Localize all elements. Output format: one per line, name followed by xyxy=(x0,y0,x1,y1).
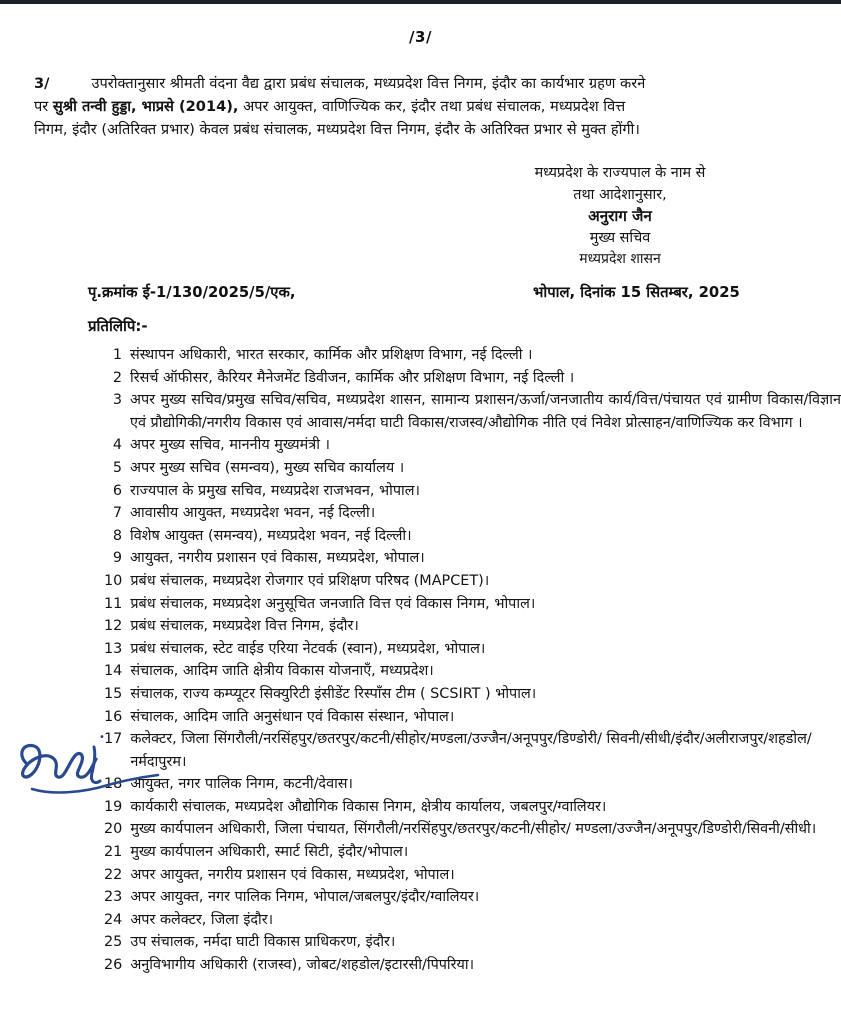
list-item-text: अपर कलेक्टर, जिला इंदौर। xyxy=(130,911,274,928)
list-item-number: 1 xyxy=(112,347,122,363)
list-item-number: 21 xyxy=(104,844,123,861)
authority-block xyxy=(440,163,800,271)
list-item-number: 2 xyxy=(112,369,122,386)
list-item xyxy=(104,389,841,434)
list-item-text: अपर मुख्य सचिव/प्रमुख सचिव/सचिव, मध्यप्रदेश शासन, सामान्य प्रशासन/ऊर्जा/जनजातीय कार्य/वित्त/पंचायत एवं ग्रामीण विकास/विज्ञान एवं प्रौद्योगिकी/नगरीय विकास एवं आवास/नर्मदा घाटी विकास/राजस्व/औद्योगिक नीति एवं निवेश प्रोत्साहन/वाणिज्यिक कर विभाग । xyxy=(130,392,841,431)
paragraph-marker: 3/ xyxy=(34,75,50,92)
list-item-text: आयुक्त, नगर पालिक निगम, कटनी/देवास। xyxy=(130,776,353,793)
list-item-number: 14 xyxy=(104,663,123,680)
list-item xyxy=(104,909,841,932)
list-item-text: अपर आयुक्त, नगरीय प्रशासन एवं विकास, मध्यप्रदेश, भोपाल। xyxy=(130,866,455,883)
list-item xyxy=(104,660,841,683)
list-item xyxy=(104,457,841,480)
list-item-text: विशेष आयुक्त (समन्वय), मध्यप्रदेश भवन, नई दिल्ली। xyxy=(130,527,412,544)
list-item-text: संचालक, आदिम जाति अनुसंधान एवं विकास संस्थान, भोपाल। xyxy=(130,708,455,725)
list-item-text: संस्थापन अधिकारी, भारत सरकार, कार्मिक और प्रशिक्षण विभाग, नई दिल्ली । xyxy=(130,347,533,363)
authority-line-1: मध्यप्रदेश के राज्यपाल के नाम से xyxy=(534,165,706,181)
list-item-number: 7 xyxy=(112,505,122,522)
list-item-text: अनुविभागीय अधिकारी (राजस्व), जोबट/शहडोल/इटारसी/पिपरिया। xyxy=(130,957,475,974)
list-item-number: 12 xyxy=(104,618,123,635)
list-item-number: 19 xyxy=(104,798,123,815)
list-item xyxy=(104,480,841,503)
list-item-number: 23 xyxy=(104,889,123,906)
list-item-number: 4 xyxy=(112,437,122,454)
list-item-number: 6 xyxy=(112,482,122,499)
list-item-number: 10 xyxy=(104,572,123,589)
list-item xyxy=(104,728,841,773)
list-item xyxy=(104,434,841,457)
list-item xyxy=(104,706,841,729)
list-item xyxy=(104,796,841,819)
list-item-number: 20 xyxy=(104,821,123,838)
list-item-number: 3 xyxy=(112,392,122,409)
signatory-name: अनुराग जैन xyxy=(588,207,652,225)
list-item xyxy=(104,344,841,367)
list-item-text: अपर मुख्य सचिव, माननीय मुख्यमंत्री । xyxy=(130,437,330,454)
paragraph-line-1 xyxy=(34,72,809,95)
list-item-number: 13 xyxy=(104,640,123,657)
list-item-number: 18 xyxy=(104,776,123,793)
list-item-text: आयुक्त, नगरीय प्रशासन एवं विकास, मध्यप्रदेश, भोपाल। xyxy=(130,550,425,567)
list-item-text: उप संचालक, नर्मदा घाटी विकास प्राधिकरण, इंदौर। xyxy=(130,934,396,951)
list-item-number: 24 xyxy=(104,911,123,928)
list-item-number: 25 xyxy=(104,934,123,951)
reference-number: पृ.क्रमांक ई-1/130/2025/5/एक, xyxy=(88,284,296,301)
paragraph-line-3: निगम, इंदौर (अतिरिक्त प्रभार) केवल प्रबंध संचालक, मध्यप्रदेश वित्त निगम, इंदौर के अतिरिक्त प्रभार से मुक्त होंगी। xyxy=(34,121,640,138)
list-item-number: 5 xyxy=(112,459,122,476)
list-item xyxy=(104,570,841,593)
list-item-number: 22 xyxy=(104,866,123,883)
list-item-text: मुख्य कार्यपालन अधिकारी, जिला पंचायत, सिंगरौली/नरसिंहपुर/छतरपुर/कटनी/सीहोर/ मण्डला/उज्जैन/अनूपपुर/डिण्डोरी/सिवनी/सीधी। xyxy=(130,821,817,838)
list-item xyxy=(104,615,841,638)
list-item xyxy=(104,367,841,390)
list-item xyxy=(104,638,841,661)
list-item xyxy=(104,931,841,954)
list-item-text: आवासीय आयुक्त, मध्यप्रदेश भवन, नई दिल्ली। xyxy=(130,505,376,522)
list-item xyxy=(104,525,841,548)
list-item-text: संचालक, राज्य कम्प्यूटर सिक्युरिटी इंसीडेंट रिस्पाँस टीम ( SCSIRT ) भोपाल। xyxy=(130,685,537,702)
list-item-text: प्रबंध संचालक, मध्यप्रदेश अनुसूचित जनजाति वित्त एवं विकास निगम, भोपाल। xyxy=(130,595,536,612)
reference-row xyxy=(0,282,841,306)
list-item-text: अपर मुख्य सचिव (समन्वय), मुख्य सचिव कार्यालय । xyxy=(130,459,405,476)
authority-line-2: तथा आदेशानुसार, xyxy=(573,186,667,203)
list-item-number: 15 xyxy=(104,685,123,702)
list-item-number: • 17 xyxy=(104,728,130,751)
list-item xyxy=(104,864,841,887)
list-item-text: अपर आयुक्त, नगर पालिक निगम, भोपाल/जबलपुर/इंदौर/ग्वालियर। xyxy=(130,889,480,906)
list-item-text: प्रबंध संचालक, मध्यप्रदेश वित्त निगम, इंदौर। xyxy=(130,618,359,635)
list-item xyxy=(104,547,841,570)
list-item-text: कार्यकारी संचालक, मध्यप्रदेश औद्योगिक विकास निगम, क्षेत्रीय कार्यालय, जबलपुर/ग्वालियर। xyxy=(130,798,607,815)
signatory-government: मध्यप्रदेश शासन xyxy=(579,251,661,267)
list-item-number: 26 xyxy=(104,957,123,974)
copy-to-label: प्रतिलिपि:- xyxy=(88,317,148,335)
list-item xyxy=(104,593,841,616)
list-item-number: 16 xyxy=(104,708,123,725)
page-top-edge-band xyxy=(0,0,841,4)
list-item-text: मुख्य कार्यपालन अधिकारी, स्मार्ट सिटी, इंदौर/भोपाल। xyxy=(130,844,409,861)
list-item-number: 8 xyxy=(112,527,122,544)
paragraph-line-2 xyxy=(34,95,809,118)
paragraph-line-2-rest: अपर आयुक्त, वाणिज्यिक कर, इंदौर तथा प्रबंध संचालक, मध्यप्रदेश वित्त xyxy=(238,98,626,115)
officer-name-designation: सुश्री तन्वी हुड्डा, भाप्रसे (2014), xyxy=(52,98,239,115)
list-item-text: रिसर्च ऑफीसर, कैरियर मैनेजमेंट डिवीजन, कार्मिक और प्रशिक्षण विभाग, नई दिल्ली । xyxy=(130,369,575,386)
list-item xyxy=(104,773,841,796)
distribution-list xyxy=(104,344,841,977)
list-item xyxy=(104,841,841,864)
list-item-text: राज्यपाल के प्रमुख सचिव, मध्यप्रदेश राजभवन, भोपाल। xyxy=(130,482,420,499)
signatory-designation: मुख्य सचिव xyxy=(589,229,651,246)
paragraph-line-2-prefix: पर xyxy=(34,98,53,115)
list-item xyxy=(104,683,841,706)
list-item-text: कलेक्टर, जिला सिंगरौली/नरसिंहपुर/छतरपुर/कटनी/सीहोर/मण्डला/उज्जैन/अनूपपुर/डिण्डोरी/ सिवनी/सीधी/इंदौर/अलीराजपुर/शहडोल/नर्मदापुरम। xyxy=(130,731,812,770)
closing-paragraph xyxy=(34,72,809,141)
list-item xyxy=(104,886,841,909)
place-and-date: भोपाल, दिनांक 15 सितम्बर, 2025 xyxy=(533,284,740,301)
list-item-text: प्रबंध संचालक, मध्यप्रदेश रोजगार एवं प्रशिक्षण परिषद (MAPCET)। xyxy=(130,572,490,589)
list-item-number: 9 xyxy=(112,550,122,567)
list-item xyxy=(104,818,841,841)
list-item-text: प्रबंध संचालक, स्टेट वाईड एरिया नेटवर्क (स्वान), मध्यप्रदेश, भोपाल। xyxy=(130,640,486,657)
list-item xyxy=(104,954,841,977)
list-item xyxy=(104,502,841,525)
list-item-text: संचालक, आदिम जाति क्षेत्रीय विकास योजनाएँ, मध्यप्रदेश। xyxy=(130,663,434,680)
list-item-number: 11 xyxy=(104,595,123,612)
paragraph-line-1-text: उपरोक्तानुसार श्रीमती वंदना वैद्य द्वारा प्रबंध संचालक, मध्यप्रदेश वित्त निगम, इंदौर का कार्यभार ग्रहण करने xyxy=(91,75,646,92)
page-number: /3/ xyxy=(409,28,432,46)
